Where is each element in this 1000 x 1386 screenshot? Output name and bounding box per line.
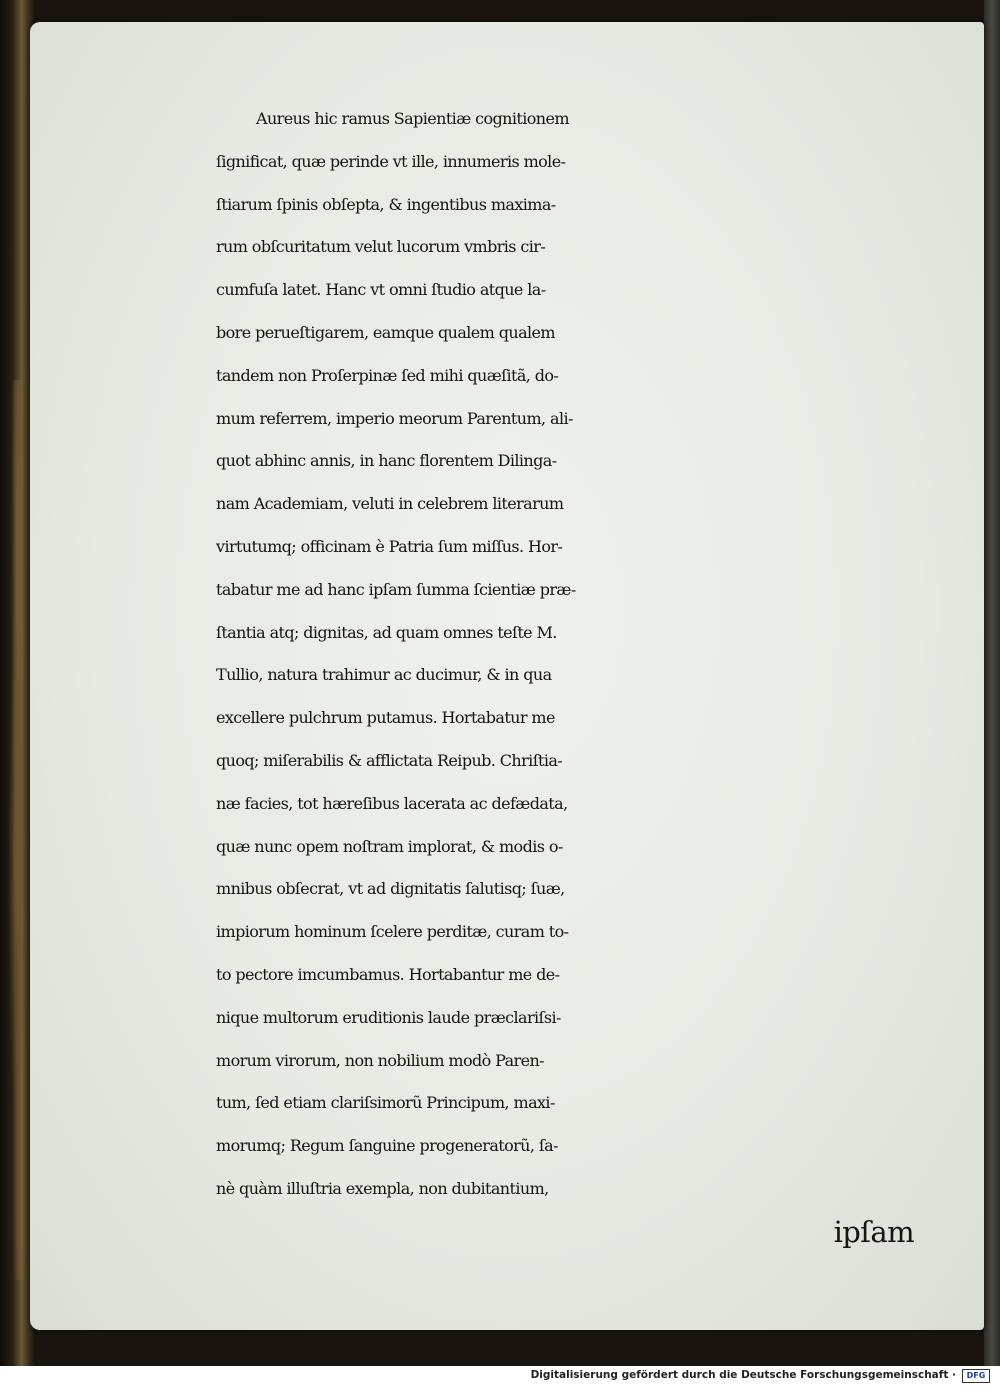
text-line: quoq; miſerabilis & afflictata Reipub. Chriſtia- bbox=[216, 750, 563, 770]
text-line: cumfuſa latet. Hanc vt omni ſtudio atque la- bbox=[216, 280, 546, 300]
text-line: ſignificat, quæ perinde vt ille, innumeris mole- bbox=[216, 151, 566, 171]
text-line: Aureus hic ramus Sapientiæ cognitionem bbox=[256, 109, 569, 128]
text-line: rum obſcuritatum velut lucorum vmbris cir- bbox=[216, 237, 546, 257]
text-line: impiorum hominum ſcelere perditæ, curam to- bbox=[216, 922, 569, 942]
text-line: mnibus obſecrat, vt ad dignitatis ſalutisq; ſuæ, bbox=[216, 879, 565, 899]
text-line: morum virorum, non nobilium modò Paren- bbox=[216, 1050, 544, 1070]
scan-right-edge bbox=[984, 0, 1000, 1366]
text-line: ſtiarum ſpinis obſepta, & ingentibus maxima- bbox=[216, 194, 556, 214]
text-line: virtutumq; officinam è Patria ſum miſſus. Hor- bbox=[216, 536, 563, 556]
text-line: Tullio, natura trahimur ac ducimur, & in qua bbox=[216, 665, 552, 685]
text-line: tum, ſed etiam clariſsimorũ Principum, maxi- bbox=[216, 1093, 555, 1113]
text-line: nique multorum eruditionis laude præclariſsi- bbox=[216, 1007, 561, 1027]
text-line: bore perueſtigarem, eamque qualem qualem bbox=[216, 322, 555, 342]
text-line: næ facies, tot hæreſibus lacerata ac defædata, bbox=[216, 793, 568, 813]
text-line: quæ nunc opem noſtram implorat, & modis o- bbox=[216, 836, 563, 856]
text-line: ſtantia atq; dignitas, ad quam omnes teſte M. bbox=[216, 622, 557, 642]
text-line: nam Academiam, veluti in celebrem literarum bbox=[216, 494, 564, 514]
book-page bbox=[30, 22, 984, 1330]
text-line: quot abhinc annis, in hanc florentem Dilinga- bbox=[216, 451, 557, 471]
text-line: tandem non Proſerpinæ ſed mihi quæſitã, do- bbox=[216, 365, 559, 385]
funding-credit: Digitalisierung gefördert durch die Deutsche Forschungsgemeinschaft · bbox=[530, 1369, 956, 1381]
text-line: excellere pulchrum putamus. Hortabatur me bbox=[216, 708, 555, 728]
footer-bar bbox=[0, 1366, 1000, 1386]
text-line: mum referrem, imperio meorum Parentum, ali- bbox=[216, 408, 573, 428]
page-text-block bbox=[216, 98, 976, 1254]
text-line: morumq; Regum ſanguine progeneratorũ, ſa- bbox=[216, 1136, 558, 1156]
text-line: to pectore imcumbamus. Hortabantur me de- bbox=[216, 964, 560, 984]
catchword: ipſam bbox=[833, 1214, 914, 1249]
text-line: tabatur me ad hanc ipſam ſumma ſcientiæ præ- bbox=[216, 579, 576, 599]
text-line: nè quàm illuſtria exempla, non dubitantium, bbox=[216, 1178, 549, 1198]
dfg-logo: DFG bbox=[962, 1369, 990, 1383]
